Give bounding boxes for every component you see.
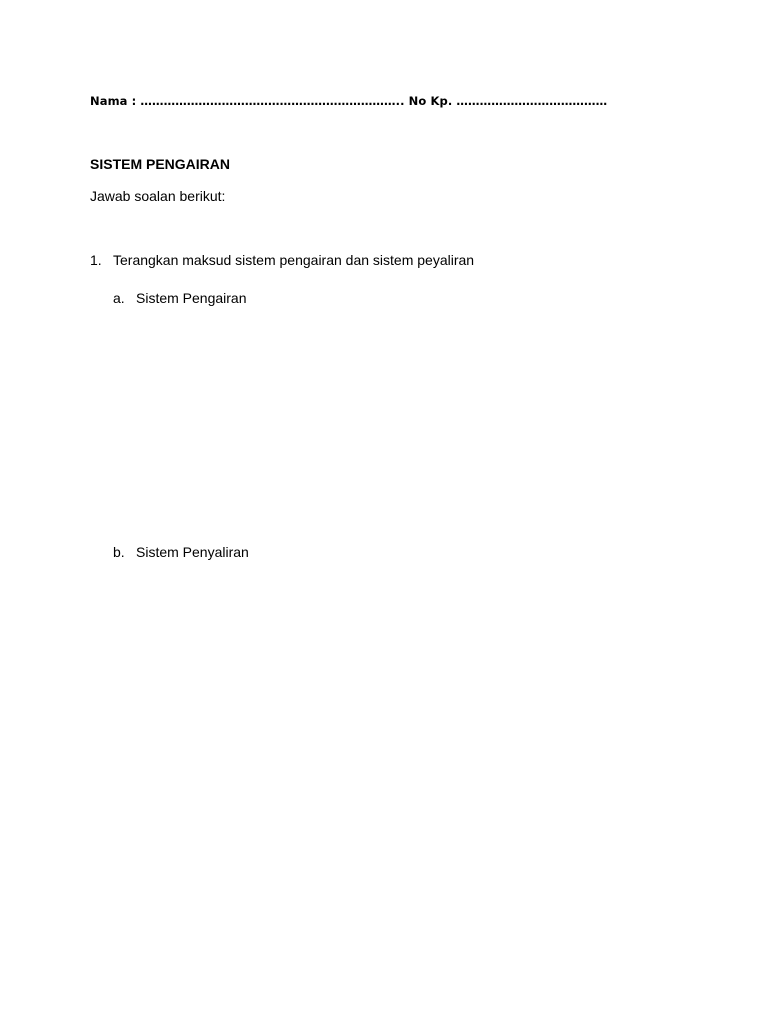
subitem-a-letter: a.: [113, 290, 125, 306]
question-number: 1.: [90, 252, 102, 268]
subitem-a: [113, 289, 247, 307]
question-1: [90, 251, 474, 269]
question-text: Terangkan maksud sistem pengairan dan sistem peyaliran: [113, 252, 475, 268]
subitem-b: [113, 543, 249, 561]
name-ic-header-line: Nama : ………………………………………………………….. No Kp. …………………………………: [90, 94, 608, 108]
page-title: SISTEM PENGAIRAN: [90, 156, 231, 172]
subitem-b-letter: b.: [113, 544, 125, 560]
subitem-b-text: Sistem Penyaliran: [136, 544, 249, 560]
instruction-text: Jawab soalan berikut:: [90, 188, 226, 204]
subitem-a-text: Sistem Pengairan: [136, 290, 247, 306]
